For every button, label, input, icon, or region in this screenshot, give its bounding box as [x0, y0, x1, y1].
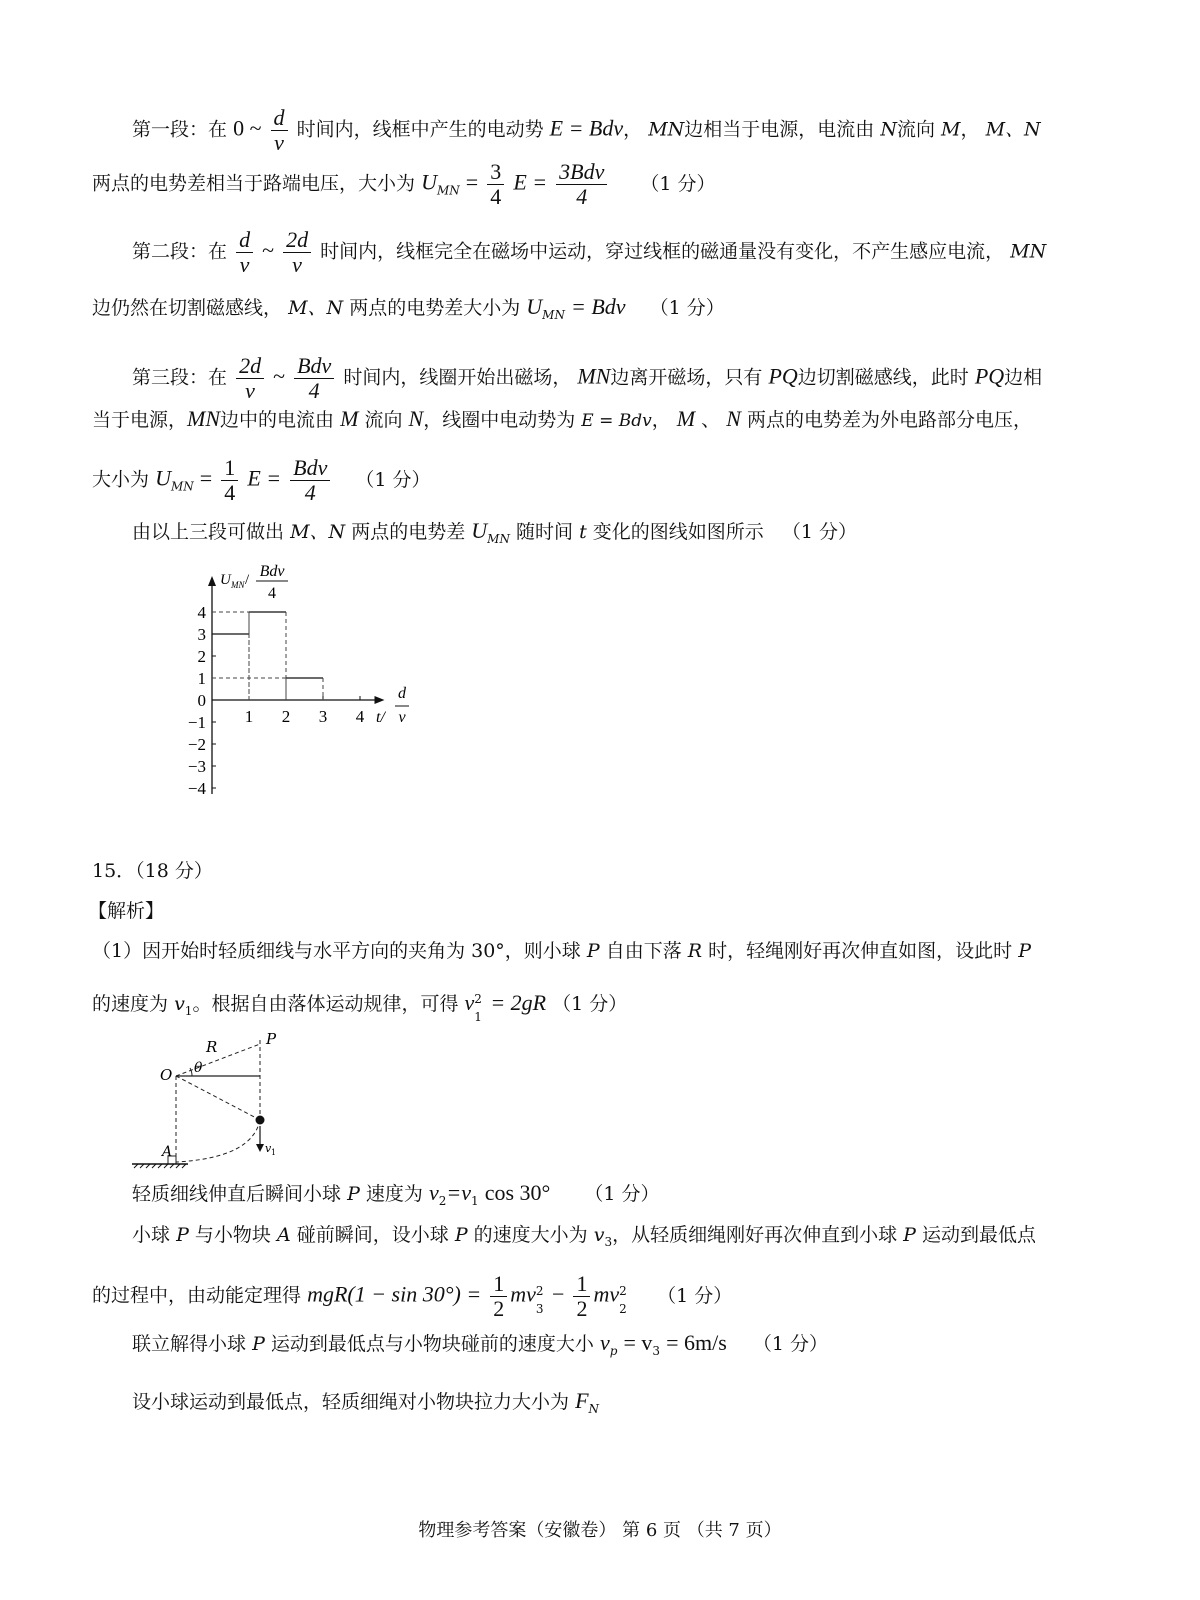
y-tick-label: 3	[197, 625, 206, 644]
frac-num: d	[236, 228, 253, 253]
label-v: v	[265, 1142, 272, 1155]
chart-marks	[212, 612, 323, 700]
frac-den: 4	[576, 184, 588, 209]
text: 碰前瞬间，设小球	[296, 1224, 449, 1246]
y-tick-label: 0	[197, 691, 206, 710]
fraction	[490, 1272, 507, 1321]
math-p: P	[1018, 940, 1031, 962]
subsup	[619, 1283, 629, 1316]
score: （1 分）	[781, 521, 857, 543]
text: 两点的电势差大小为	[349, 297, 521, 319]
y-tick-label: −3	[187, 757, 206, 776]
subsup	[474, 992, 484, 1024]
math-u: U	[155, 465, 171, 491]
math-sub: 3	[535, 1301, 544, 1316]
q15-p6	[132, 1330, 828, 1364]
math-sub: 1	[184, 1004, 193, 1018]
math-sub: 3	[604, 1235, 613, 1249]
text: （1）因开始时轻质细线与水平方向的夹角为 30°，则小球	[92, 940, 581, 962]
math-p: P	[586, 940, 600, 962]
math-sub: 3	[652, 1344, 661, 1358]
math-pq: PQ	[768, 363, 798, 389]
text: 边相	[1004, 366, 1043, 389]
text: 两点的电势差	[351, 521, 466, 543]
frac-num: 1	[490, 1272, 507, 1297]
text: 。根据自由落体运动规律，可得	[192, 993, 459, 1015]
math-f: F	[575, 1388, 589, 1413]
frac-den: v	[292, 252, 302, 277]
math-mn2: M、N	[985, 118, 1041, 141]
x-axis-arrow	[375, 696, 385, 704]
y-axis-label-num: Bdv	[259, 563, 285, 580]
text: ，	[960, 118, 980, 141]
y-axis-label-main: U	[220, 572, 231, 588]
seg1-line2	[92, 160, 716, 209]
y-axis-label-den: 4	[268, 585, 276, 602]
math-mn: MN	[187, 406, 221, 431]
math-sup: 2	[535, 1283, 544, 1298]
math-mv: mv	[510, 1281, 536, 1307]
seg1-line1	[132, 106, 1041, 155]
text: 运动到最低点	[922, 1224, 1037, 1246]
frac-num: 3	[487, 160, 504, 185]
text: 与小物块	[194, 1224, 271, 1246]
math-n: N	[726, 406, 741, 431]
math-v: v	[464, 990, 475, 1015]
text: 第一段：在	[132, 118, 228, 141]
math-u: U	[526, 294, 543, 319]
math-emf: E = Bdv	[581, 411, 652, 431]
rope-initial	[176, 1044, 260, 1076]
q15-p5	[92, 1272, 732, 1321]
chart-labels	[188, 563, 409, 798]
math-minus: −	[551, 1281, 565, 1307]
frac-den: 2	[493, 1296, 505, 1321]
text: 设小球运动到最低点，轻质细绳对小物块拉力大小为	[132, 1391, 570, 1413]
math-r: R	[687, 940, 703, 962]
math-a: A	[276, 1224, 291, 1246]
math-m: M	[340, 406, 359, 431]
frac-num: Bdv	[290, 456, 330, 481]
q15-p2	[92, 990, 627, 1024]
x-axis-label-main: t/	[376, 709, 385, 726]
math-v: v	[428, 1180, 439, 1205]
fraction	[236, 354, 264, 403]
math-sub: 2	[619, 1301, 627, 1316]
y-axis-label-slash: /	[245, 572, 250, 588]
math-v: v	[593, 1224, 605, 1246]
q15-p1	[92, 938, 1031, 964]
math-emf: E = Bdv	[549, 115, 624, 141]
frac-num: 3Bdv	[556, 160, 607, 185]
math-sub: 1	[471, 1194, 479, 1208]
fraction	[573, 1272, 590, 1321]
y-tick-label: −1	[187, 713, 206, 732]
score: （1 分）	[552, 993, 628, 1015]
text: ，	[651, 409, 671, 431]
math-mn: M、N	[288, 297, 344, 319]
text: 自由下落	[605, 940, 682, 962]
math-eq: = 2gR	[490, 990, 547, 1015]
text: 由以上三段可做出	[132, 521, 285, 543]
y-tick-label: −2	[187, 735, 206, 754]
summary-line	[132, 518, 857, 552]
text: 边中的电流由	[220, 409, 335, 431]
frac-den: v	[239, 252, 250, 277]
math-mn: MN	[577, 363, 611, 389]
math-mn: M、N	[290, 521, 346, 543]
math-v: v	[599, 1330, 610, 1355]
text: 第三段：在	[132, 366, 228, 389]
text: 速度为	[365, 1183, 423, 1205]
arrow-head	[256, 1144, 264, 1152]
arc-path	[176, 1120, 260, 1162]
math-mn: MN	[1010, 240, 1047, 263]
frac-den: 2	[576, 1296, 588, 1321]
label-o: O	[160, 1066, 173, 1084]
score: （1 分）	[657, 1284, 733, 1307]
math-n: N	[880, 118, 897, 141]
seg3-line3	[92, 456, 431, 505]
text: 轻质细线伸直后瞬间小球	[132, 1183, 342, 1205]
label-p: P	[266, 1030, 277, 1048]
text: 变化的图线如图所示	[592, 521, 764, 543]
text: 边相当于电源，电流由	[684, 118, 875, 141]
score: （1 分）	[752, 1333, 828, 1355]
q15-p4	[132, 1222, 1036, 1255]
text: 当于电源，	[92, 409, 188, 431]
text: 联立解得小球	[132, 1333, 247, 1355]
label-r: R	[206, 1038, 218, 1056]
fraction	[487, 160, 504, 209]
math-sup: 2	[474, 992, 482, 1006]
text: 随时间	[516, 521, 574, 543]
label-v-sub: 1	[271, 1148, 277, 1157]
fraction	[221, 456, 238, 505]
y-tick-label: −4	[187, 779, 206, 798]
fraction	[294, 354, 334, 403]
frac-den: 4	[308, 378, 320, 403]
math-energy: mgR(1 − sin 30°) =	[307, 1281, 482, 1307]
seg2-line1	[132, 228, 1046, 277]
math-pq: PQ	[974, 363, 1005, 389]
x-tick-label: 1	[244, 707, 254, 726]
label-a: A	[162, 1144, 173, 1160]
y-tick-label: 4	[197, 603, 206, 622]
text: 的过程中，由动能定理得	[92, 1284, 302, 1307]
q15-p7	[132, 1388, 599, 1422]
frac-num: 1	[573, 1272, 590, 1297]
math-sub: MN	[436, 183, 460, 198]
math-m: M	[941, 118, 961, 141]
math-tilde: ~	[273, 363, 286, 389]
math-sup: 2	[619, 1283, 627, 1298]
frac-den: 4	[224, 480, 236, 505]
rope-taut	[176, 1076, 260, 1120]
math-eq: = Bdv	[571, 294, 626, 319]
seg2-line2	[92, 294, 725, 328]
fraction	[236, 228, 253, 277]
angle-arc	[190, 1068, 192, 1076]
y-axis-arrow	[208, 576, 216, 586]
fraction	[271, 106, 288, 155]
pendulum-figure	[128, 1030, 288, 1170]
chart-axes	[208, 576, 385, 794]
x-tick-label: 2	[281, 707, 291, 726]
text: 第二段：在	[132, 240, 228, 263]
math-sub: MN	[487, 532, 510, 546]
math-value: = 6m/s	[666, 1330, 727, 1355]
x-axis-label-num: d	[398, 685, 406, 702]
text: 边离开磁场，只有	[610, 366, 763, 389]
text: 时间内，线圈开始出磁场，	[343, 366, 572, 389]
x-tick-label: 3	[318, 707, 328, 726]
math-sub: MN	[542, 308, 565, 322]
math-sub: 2	[438, 1194, 447, 1208]
text: 的速度为	[92, 993, 169, 1015]
math-mn: MN	[648, 118, 685, 141]
math-p: P	[903, 1224, 916, 1246]
math-cos: cos 30°	[484, 1180, 551, 1205]
math-u: U	[471, 518, 488, 543]
math-v: v	[174, 993, 185, 1015]
text: ，线圈中电动势为	[423, 409, 576, 431]
y-axis-label-sub: MN	[231, 580, 245, 590]
subsup	[535, 1283, 546, 1316]
math-sub: 1	[474, 1010, 482, 1024]
text: 小球	[132, 1224, 171, 1246]
text: 边仍然在切割磁感线，	[92, 297, 283, 319]
ball	[256, 1116, 265, 1125]
frac-num: d	[271, 106, 288, 131]
score: （1 分）	[649, 297, 725, 319]
seg3-line2	[92, 406, 1032, 434]
seg3-line1	[132, 354, 1042, 403]
text: 两点的电势差相当于路端电压，大小为	[92, 172, 416, 195]
math-sub: MN	[170, 479, 194, 494]
q15-title: 15．（18 分）	[92, 860, 213, 882]
text: 的速度大小为	[473, 1224, 588, 1246]
q15-p3	[132, 1180, 660, 1214]
frac-num: Bdv	[294, 354, 334, 379]
score: （1 分）	[355, 468, 431, 491]
math-n: N	[408, 406, 424, 431]
math-eq: =	[465, 169, 479, 195]
text: 流向	[896, 118, 935, 141]
math-eq: = v	[623, 1330, 653, 1355]
x-tick-label: 4	[355, 707, 365, 726]
fraction	[556, 160, 607, 209]
frac-den: v	[274, 130, 284, 155]
frac-num: 2d	[236, 354, 264, 379]
math-sub: N	[588, 1402, 600, 1416]
label-theta: θ	[194, 1060, 203, 1076]
frac-den: 4	[490, 184, 502, 209]
math-p: P	[176, 1224, 189, 1246]
math-p: P	[454, 1224, 468, 1246]
text: ，	[623, 118, 643, 141]
math-range: 0 ~	[233, 115, 262, 141]
x-axis-label-den: v	[398, 709, 406, 726]
math-t: t	[579, 521, 587, 543]
math-eq: E =	[247, 465, 282, 491]
math-eq: =	[199, 465, 213, 491]
math-m: M	[676, 406, 696, 431]
fraction	[283, 228, 311, 277]
frac-num: 2d	[283, 228, 311, 253]
math-eq: E =	[513, 169, 548, 195]
score: （1 分）	[640, 172, 716, 195]
text: 时间内，线框完全在磁场中运动，穿过线框的磁通量没有变化，不产生感应电流，	[320, 240, 1005, 263]
math-eq: =v	[446, 1180, 471, 1205]
text: 时，轻绳刚好再次伸直如图，设此时	[708, 940, 1013, 962]
math-p: P	[347, 1183, 360, 1205]
text: 运动到最低点与小物块碰前的速度大小	[270, 1333, 594, 1355]
text: 大小为	[92, 468, 150, 491]
frac-den: v	[245, 378, 255, 403]
math-sub: p	[609, 1344, 618, 1358]
q15-jiexi: 【解析】	[88, 900, 165, 922]
text: ，从轻质细绳刚好再次伸直到小球	[612, 1224, 898, 1246]
page-footer: 物理参考答案（安徽卷） 第 6 页 （共 7 页）	[418, 1520, 782, 1541]
text: 两点的电势差为外电路部分电压，	[746, 409, 1032, 431]
math-u: U	[421, 169, 437, 195]
frac-den: 4	[304, 480, 316, 505]
text: 边切割磁感线，此时	[797, 366, 969, 389]
umn-time-chart	[170, 560, 430, 810]
text: 流向	[364, 409, 403, 431]
math-tilde: ~	[262, 237, 275, 263]
frac-num: 1	[221, 456, 238, 481]
text: 时间内，线框中产生的电动势	[296, 118, 544, 141]
fraction	[290, 456, 330, 505]
math-p: P	[252, 1333, 265, 1355]
text: 、	[701, 409, 721, 431]
score: （1 分）	[584, 1183, 660, 1205]
y-tick-label: 2	[197, 647, 206, 666]
y-tick-label: 1	[197, 669, 206, 688]
math-mv: mv	[593, 1281, 620, 1307]
